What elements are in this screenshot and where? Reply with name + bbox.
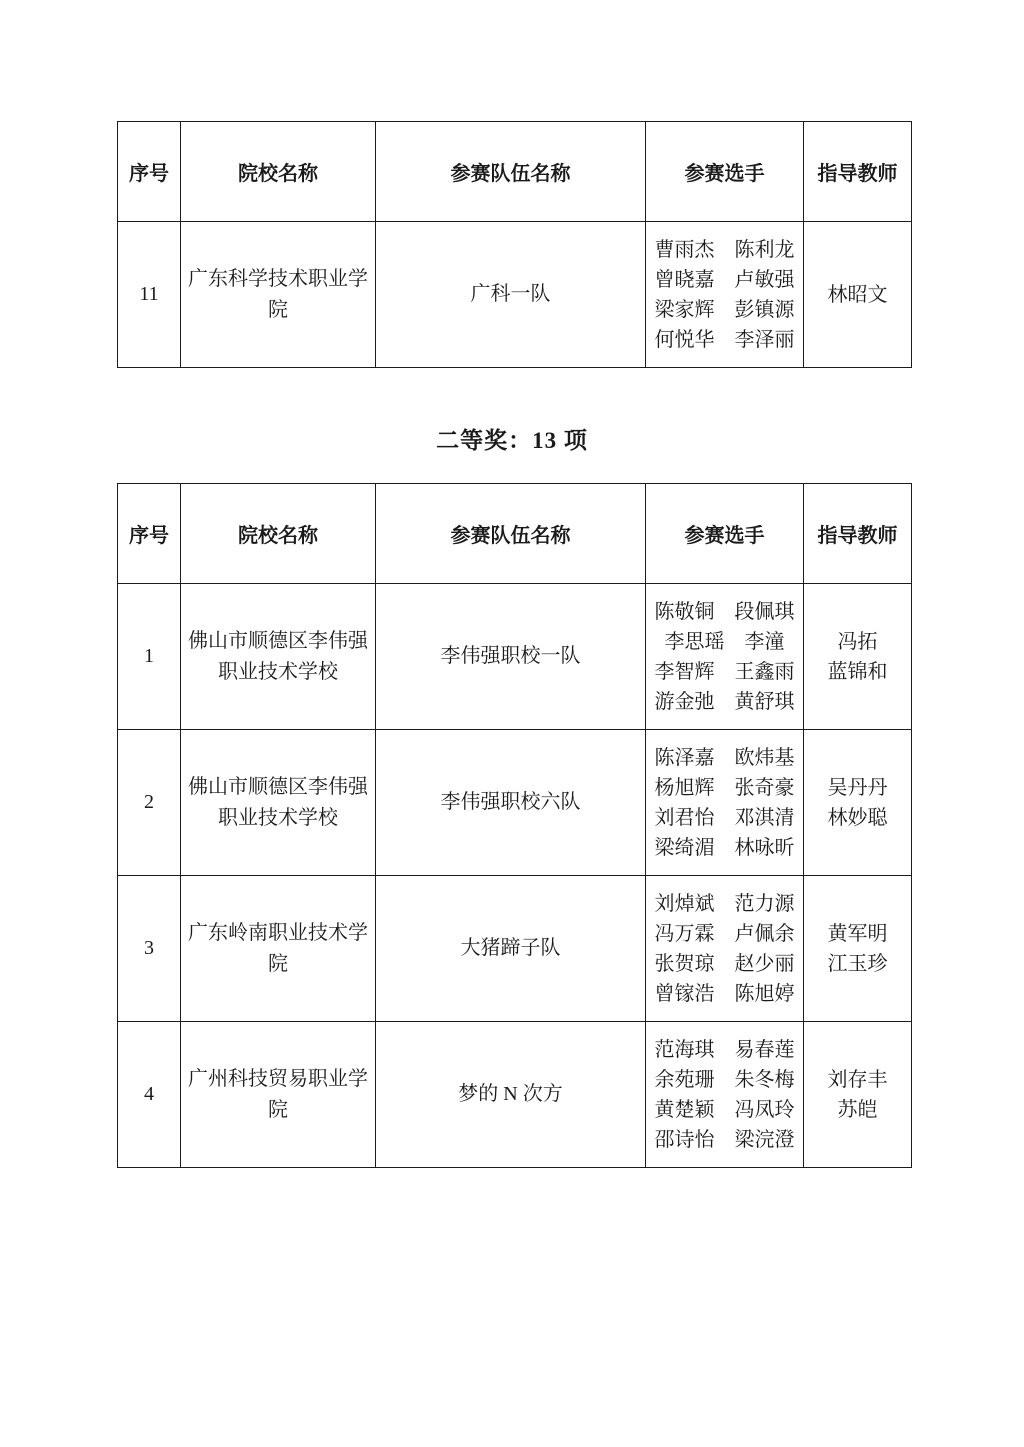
player-line: 刘焯斌 范力源 <box>654 892 795 915</box>
cell-no: 11 <box>118 222 181 368</box>
cell-school: 广东科学技术职业学院 <box>181 222 376 368</box>
cell-teachers <box>804 584 912 730</box>
player-line: 李思瑶 李潼 <box>664 630 785 653</box>
teacher-line: 苏皑 <box>837 1098 878 1121</box>
player-line: 邵诗怡 梁浣澄 <box>654 1128 795 1151</box>
table2-header-no: 序号 <box>118 484 181 584</box>
table-row <box>118 876 912 1022</box>
section-heading: 二等奖：13 项 <box>436 428 588 453</box>
second-prize-table <box>117 483 912 1168</box>
table-row <box>118 584 912 730</box>
teacher-line: 冯拓 <box>837 630 878 653</box>
table-row <box>118 1022 912 1168</box>
player-line: 黄楚颖 冯凤玲 <box>654 1098 795 1121</box>
cell-team: 李伟强职校一队 <box>376 584 646 730</box>
player-line: 曾镓浩 陈旭婷 <box>654 982 795 1005</box>
player-line: 曾晓嘉 卢敏强 <box>654 268 795 291</box>
cell-teachers <box>804 1022 912 1168</box>
teacher-line: 吴丹丹 <box>827 776 888 799</box>
table1-header-players: 参赛选手 <box>646 122 804 222</box>
cell-team: 梦的 N 次方 <box>376 1022 646 1168</box>
table-row <box>118 730 912 876</box>
cell-school: 佛山市顺德区李伟强职业技术学校 <box>181 584 376 730</box>
cell-players <box>646 1022 804 1168</box>
table1-header-no: 序号 <box>118 122 181 222</box>
table2-header-row <box>118 484 912 584</box>
cell-team: 李伟强职校六队 <box>376 730 646 876</box>
player-line: 梁家辉 彭镇源 <box>654 298 795 321</box>
first-prize-table <box>117 121 912 368</box>
table2-header-team: 参赛队伍名称 <box>376 484 646 584</box>
cell-teachers <box>804 730 912 876</box>
player-line: 曹雨杰 陈利龙 <box>654 238 795 261</box>
player-line: 陈泽嘉 欧炜基 <box>654 746 795 769</box>
player-line: 陈敬铜 段佩琪 <box>654 600 795 623</box>
table2-header-teacher: 指导教师 <box>804 484 912 584</box>
cell-no: 4 <box>118 1022 181 1168</box>
teacher-line: 林昭文 <box>827 283 888 306</box>
player-line: 刘君怡 邓淇清 <box>654 806 795 829</box>
cell-no: 3 <box>118 876 181 1022</box>
table1-header-school: 院校名称 <box>181 122 376 222</box>
cell-school: 广州科技贸易职业学院 <box>181 1022 376 1168</box>
table1-header-row <box>118 122 912 222</box>
table1-header-team: 参赛队伍名称 <box>376 122 646 222</box>
cell-no: 1 <box>118 584 181 730</box>
cell-players <box>646 730 804 876</box>
teacher-line: 刘存丰 <box>827 1068 888 1091</box>
teacher-line: 黄军明 <box>827 922 888 945</box>
player-line: 余苑珊 朱冬梅 <box>654 1068 795 1091</box>
teacher-line: 蓝锦和 <box>827 660 888 683</box>
player-line: 梁绮湄 林咏昕 <box>654 836 795 859</box>
cell-team: 大猪蹄子队 <box>376 876 646 1022</box>
player-line: 李智辉 王鑫雨 <box>654 660 795 683</box>
table-row <box>118 222 912 368</box>
table2-header-players: 参赛选手 <box>646 484 804 584</box>
cell-players <box>646 222 804 368</box>
cell-no: 2 <box>118 730 181 876</box>
cell-players <box>646 876 804 1022</box>
table2-header-school: 院校名称 <box>181 484 376 584</box>
player-line: 何悦华 李泽丽 <box>654 328 795 351</box>
teacher-line: 林妙聪 <box>827 806 888 829</box>
player-line: 游金弛 黄舒琪 <box>654 690 795 713</box>
table1-header-teacher: 指导教师 <box>804 122 912 222</box>
player-line: 范海琪 易春莲 <box>654 1038 795 1061</box>
cell-team: 广科一队 <box>376 222 646 368</box>
cell-school: 佛山市顺德区李伟强职业技术学校 <box>181 730 376 876</box>
cell-teachers <box>804 876 912 1022</box>
teacher-line: 江玉珍 <box>827 952 888 975</box>
cell-school: 广东岭南职业技术学院 <box>181 876 376 1022</box>
player-line: 张贺琼 赵少丽 <box>654 952 795 975</box>
cell-players <box>646 584 804 730</box>
player-line: 杨旭辉 张奇豪 <box>654 776 795 799</box>
player-line: 冯万霖 卢佩余 <box>654 922 795 945</box>
cell-teachers <box>804 222 912 368</box>
